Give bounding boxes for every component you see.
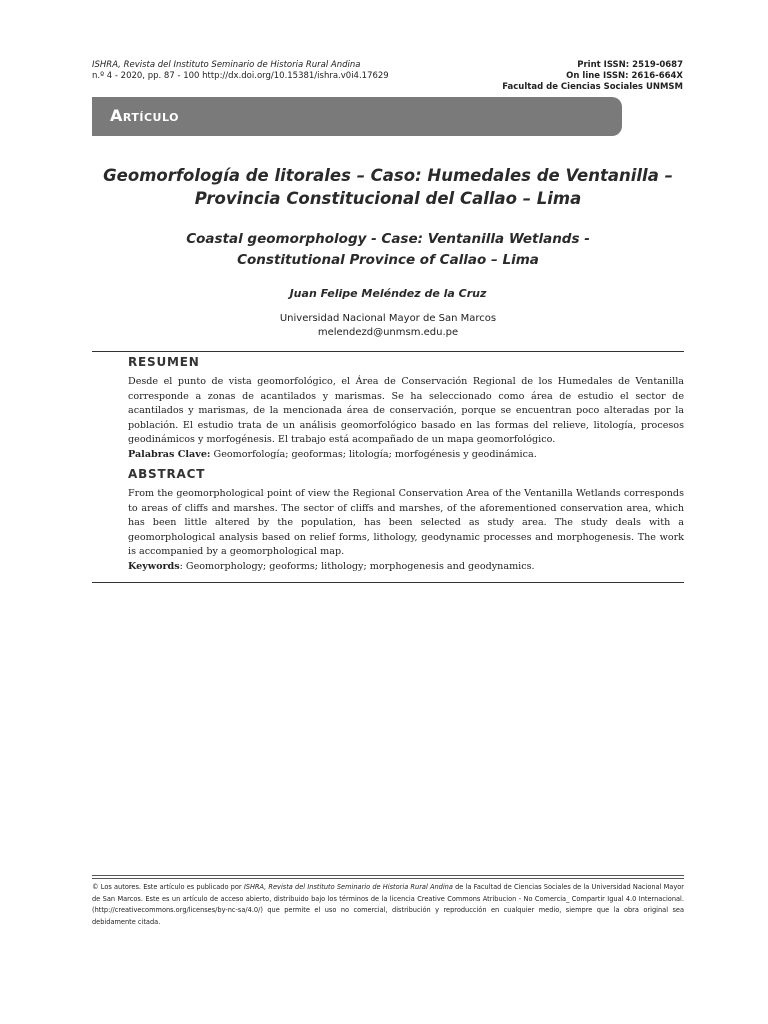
journal-name: ISHRA, Revista del Instituto Seminario de Historia Rural Andina <box>92 60 361 70</box>
affiliation: Universidad Nacional Mayor de San Marcos <box>279 313 497 324</box>
rule-top <box>92 351 684 352</box>
print-issn: Print ISSN: 2519-0687 <box>577 60 683 70</box>
keywords-label-en: Keywords <box>128 560 180 572</box>
title-spanish <box>92 164 684 210</box>
title-en-line1: Coastal geomorphology - Case: Ventanilla Wetlands - <box>186 231 590 247</box>
resumen-text: Desde el punto de vista geomorfológico, el Área de Conservación Regional de los Humedales de Ventanilla corresponde a zonas de acantilados y marismas. Se ha seleccionado como área de estudio el sector de acantilados y marismas, de la mencionada área de conservación, porque se encuentran poco alteradas por la población. El estudio trata de un análisis geomorfológico basado en las formas del relieve, litología, procesos geodinámicos y morfogénesis. El trabajo está acompañado de un mapa geomorfológico. <box>128 376 684 445</box>
author-email[interactable]: melendezd@unmsm.edu.pe <box>317 327 459 338</box>
title-en-line2: Constitutional Province of Callao – Lima <box>237 252 539 268</box>
author-name: Juan Felipe Meléndez de la Cruz <box>289 287 487 300</box>
abstract-text: From the geomorphological point of view the Regional Conservation Area of the Ventanilla Wetlands corresponds to areas of cliffs and marshes. The sector of cliffs and marshes, of the aforementioned conservation area, which has been little altered by the population, has been selected as study area. The study deals with a geomorphological analysis based on relief forms, lithology, geodynamic processes and morphogenesis. The work is accompanied by a geomorphological map. <box>128 488 684 557</box>
journal-header <box>92 60 389 82</box>
footnote-rule-1 <box>92 875 684 876</box>
footnote-part1: © Los autores. Este artículo es publicado por <box>92 883 244 891</box>
abstract-block <box>128 487 684 574</box>
online-issn: On line ISSN: 2616-664X <box>566 71 683 81</box>
abstract-heading: ABSTRACT <box>128 467 206 481</box>
title-english <box>92 229 684 271</box>
keywords-es: Geomorfología; geoformas; litología; morfogénesis y geodinámica. <box>210 448 537 460</box>
section-banner <box>92 97 622 136</box>
license-footnote <box>92 882 684 928</box>
abstract-keywords <box>128 560 684 575</box>
keywords-en: : Geomorphology; geoforms; lithology; morphogenesis and geodynamics. <box>179 560 535 572</box>
resumen-keywords <box>128 448 684 463</box>
title-es-line2: Provincia Constitucional del Callao – Lima <box>194 189 582 208</box>
issn-block <box>502 60 683 93</box>
resumen-block <box>128 375 684 462</box>
rule-bottom <box>92 582 684 583</box>
footnote-journal: ISHRA, Revista del Instituto Seminario de Historia Rural Andina <box>243 883 453 891</box>
issue-doi[interactable]: n.º 4 - 2020, pp. 87 - 100 http://dx.doi.org/10.15381/ishra.v0i4.17629 <box>92 71 389 81</box>
faculty-name: Facultad de Ciencias Sociales UNMSM <box>502 82 683 92</box>
footnote-rule-2 <box>92 878 684 879</box>
author-affiliation <box>92 312 684 340</box>
title-es-line1: Geomorfología de litorales – Caso: Humedales de Ventanilla – <box>103 166 673 185</box>
banner-label: Artículo <box>110 106 179 125</box>
keywords-label-es: Palabras Clave: <box>128 448 211 460</box>
footnote-part2: de la Facultad de Ciencias Sociales de la Universidad Nacional Mayor de San Marcos. Este es un artículo de acceso abierto, distribuido bajo los términos de la licencia Creative Commons Atribucion - No Comercia_ Compartir Igual 4.0 Internacional. (http://creativecommons.org/licenses/by-nc-sa/4.0/) que permite el uso no comercial, distribución y reproducción en cualquier medio, siempre que la obra original sea debidamente citada. <box>92 883 684 926</box>
resumen-heading: RESUMEN <box>128 355 200 369</box>
